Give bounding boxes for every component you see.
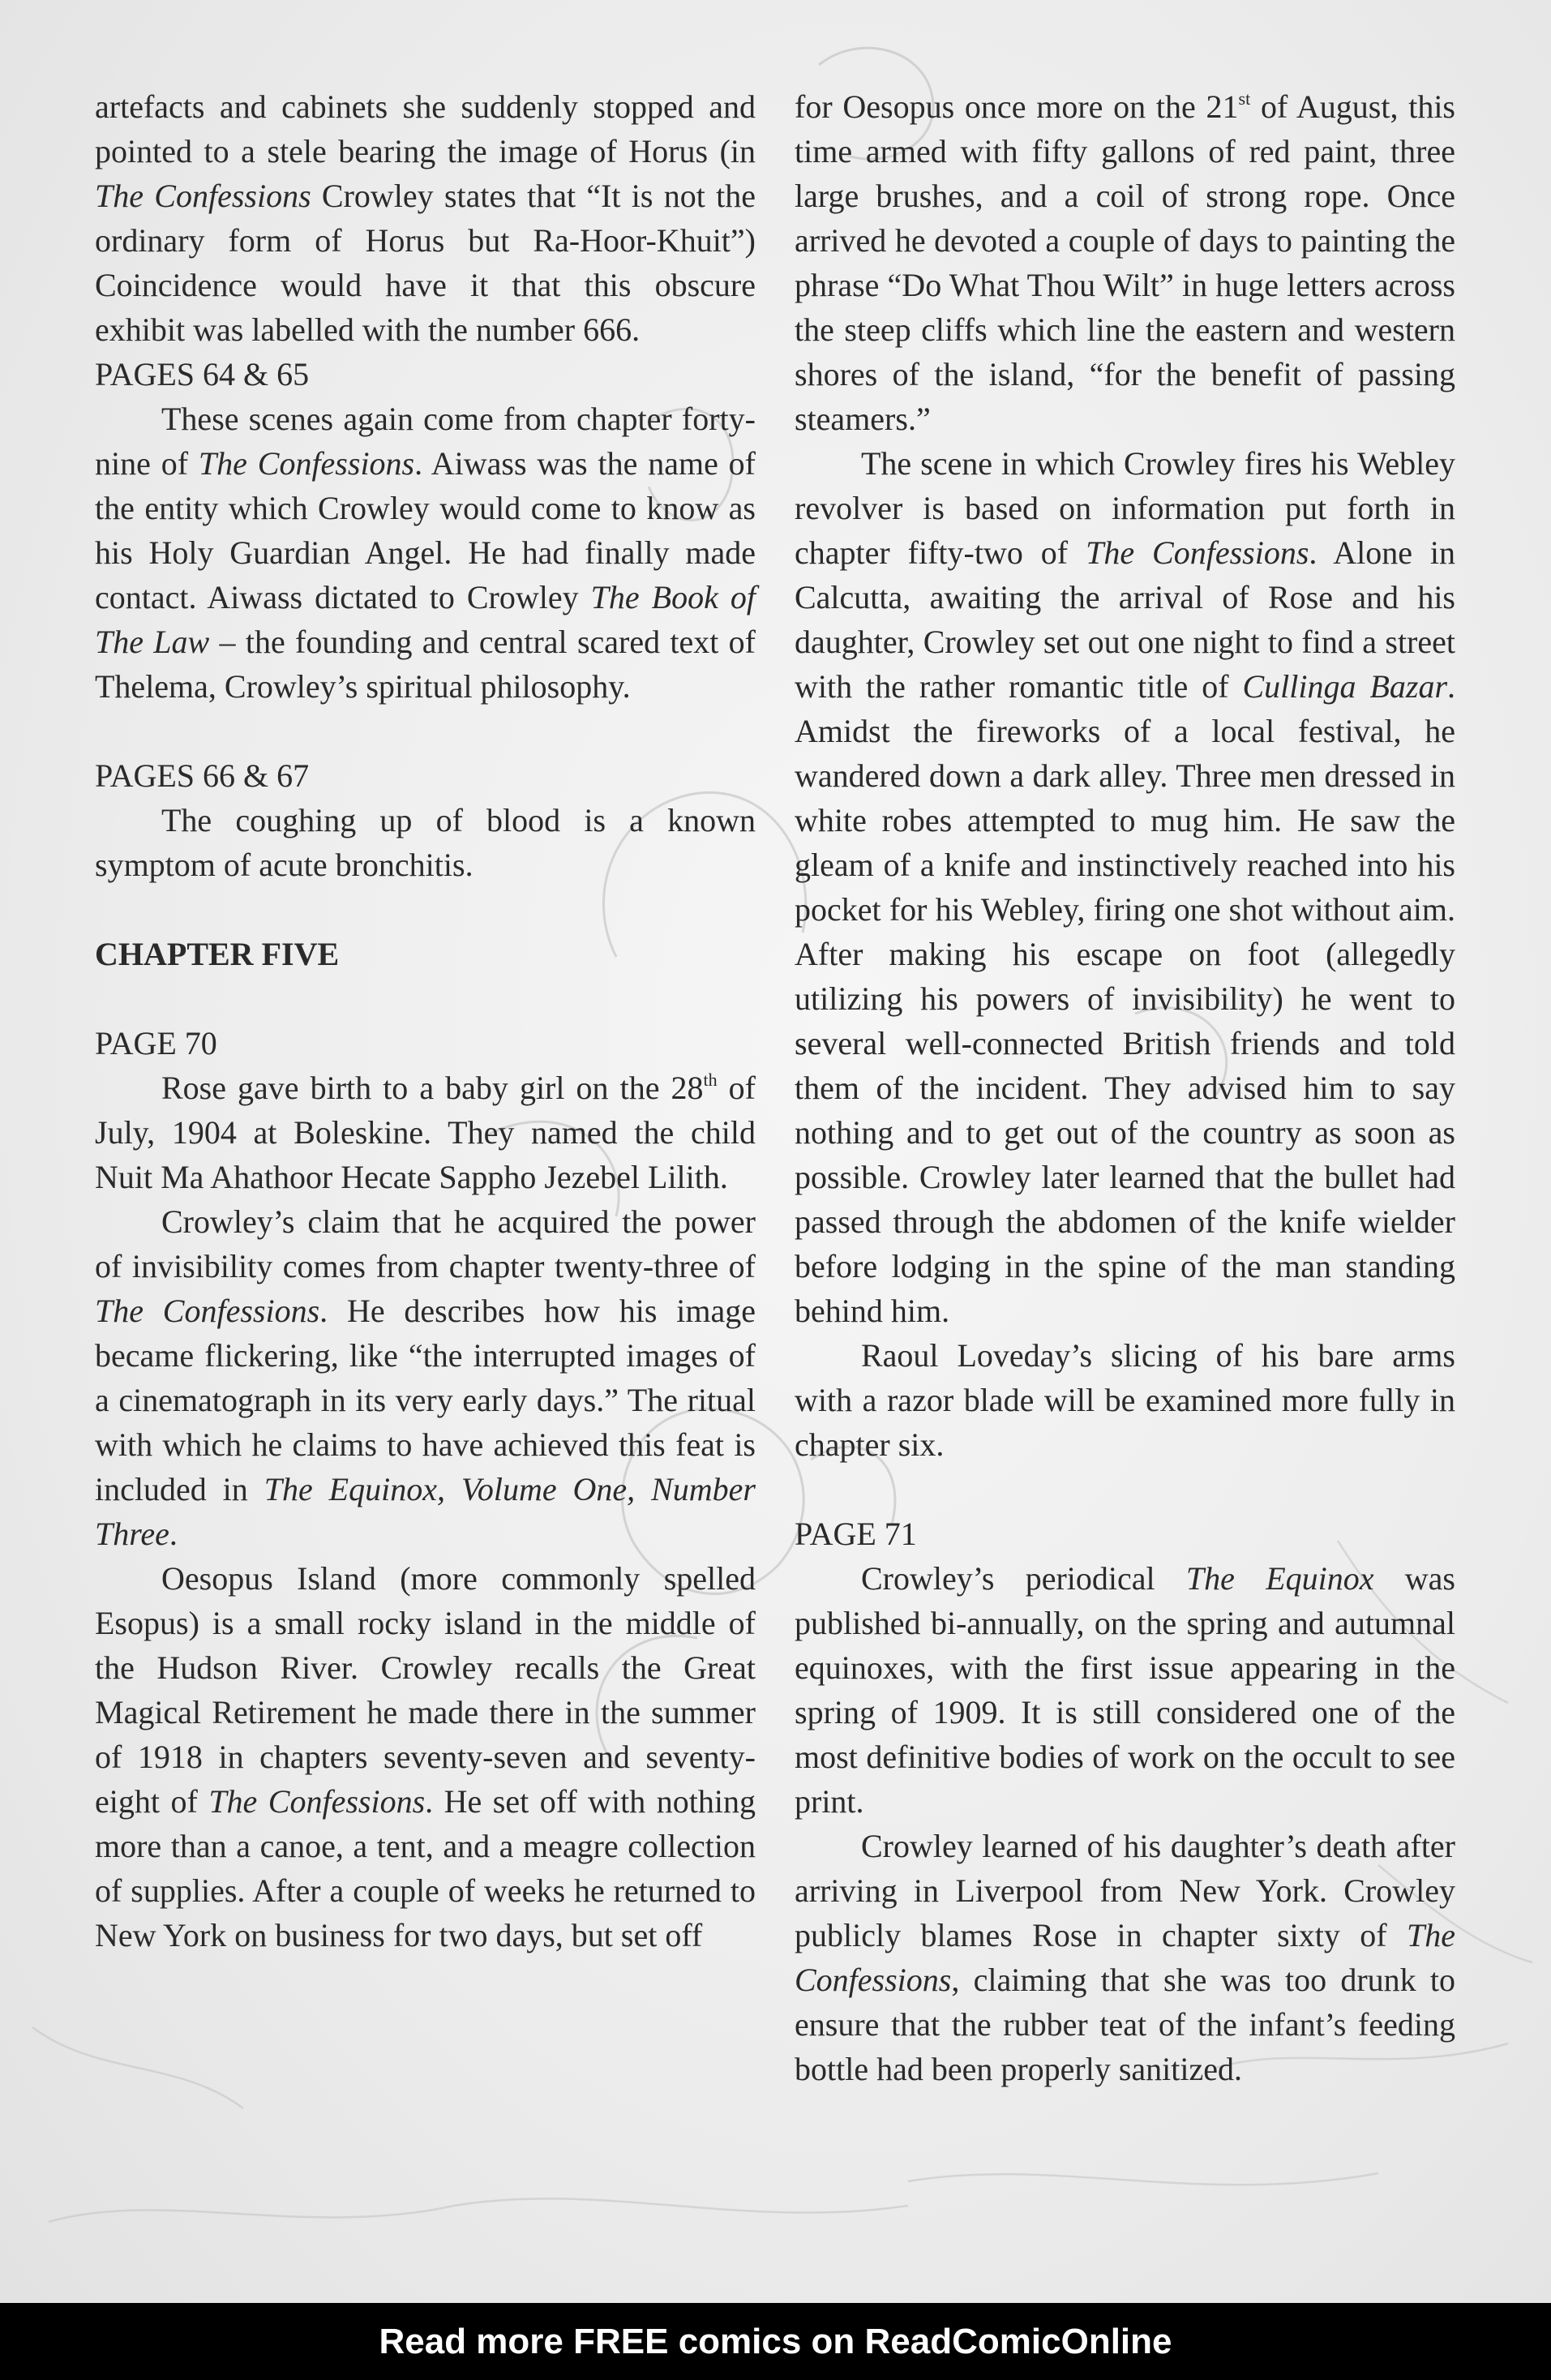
section-heading-pages-66-67: PAGES 66 & 67 (95, 757, 310, 794)
book-title: The Confessions (198, 445, 415, 482)
book-title: The Confessions (1086, 534, 1309, 571)
paragraph: The coughing up of blood is a known symptom of acute bronchitis. (95, 802, 756, 883)
paragraph: Oesopus Island (more commonly spelled Esopus) is a small rocky island in the middle of the Hudson River. Crowley recalls the Great Magical Retirement he made there in the summer of 1918 in chapters seventy-seven and seventy-eight of The Confessions. He set off with nothing more than a canoe, a tent, and a meagre collection of supplies. After a couple of weeks he returned to New York on business for two days, but set off (95, 1560, 756, 1953)
paragraph: Crowley’s periodical The Equinox was published bi-annually, on the spring and autumnal equinoxes, with the first issue appearing in the spring of 1909. It is still considered one of the most definitive bodies of work on the occult to see print. (795, 1560, 1455, 1820)
book-title: The Equinox, Volume One, Number Three (95, 1471, 756, 1552)
read-more-banner[interactable] (0, 2303, 1551, 2380)
book-title: The Confessions (95, 178, 311, 214)
book-title: The Book of The Law (95, 579, 756, 660)
left-text-column (95, 84, 756, 1958)
paragraph: Raoul Loveday’s slicing of his bare arms with a razor blade will be examined more fully in chapter six. (795, 1337, 1455, 1463)
paragraph: These scenes again come from chapter forty-nine of The Confessions. Aiwass was the name of the entity which Crowley would come to know as his Holy Guardian Angel. He had finally made contact. Aiwass dictated to Crowley The Book of The Law – the founding and central scared text of Thelema, Crowley’s spiritual philosophy. (95, 401, 756, 705)
paragraph: Crowley’s claim that he acquired the power of invisibility comes from chapter twenty-three of The Confessions. He describes how his image became flickering, like “the interrupted images of a cinematograph in its very early days.” The ritual with which he claims to have achieved this feat is included in The Equinox, Volume One, Number Three. (95, 1203, 756, 1552)
section-heading-page-70: PAGE 70 (95, 1025, 217, 1061)
place-name: Cullinga Bazar (1242, 668, 1448, 705)
right-text-column (795, 84, 1455, 2091)
paragraph: Crowley learned of his daughter’s death after arriving in Liverpool from New York. Crowley publicly blames Rose in chapter sixty of The Confessions, claiming that she was too drunk to ensure that the rubber teat of the infant’s feeding bottle had been properly sanitized. (795, 1828, 1455, 2087)
book-title: The Confessions (95, 1293, 320, 1329)
book-title: The Confessions (795, 1917, 1455, 1998)
paragraph: Rose gave birth to a baby girl on the 28th of July, 1904 at Boleskine. They named the child Nuit Ma Ahathoor Hecate Sappho Jezebel Lilith. (95, 1070, 756, 1195)
book-title: The Equinox (1185, 1560, 1374, 1597)
chapter-heading: CHAPTER FIVE (95, 936, 340, 972)
paragraph: artefacts and cabinets she suddenly stopped and pointed to a stele bearing the image of Horus (in The Confessions Crowley states that “It is not the ordinary form of Horus but Ra-Hoor-Khuit”) Coincidence would have it that this obscure exhibit was labelled with the number 666. (95, 88, 756, 348)
section-heading-page-71: PAGE 71 (795, 1516, 917, 1552)
paragraph: The scene in which Crowley fires his Webley revolver is based on information put forth in chapter fifty-two of The Confessions. Alone in Calcutta, awaiting the arrival of Rose and his daughter, Crowley set out one night to find a street with the rather romantic title of Cullinga Bazar. Amidst the fireworks of a local festival, he wandered down a dark alley. Three men dressed in white robes attempted to mug him. He saw the gleam of a knife and instinctively reached into his pocket for his Webley, firing one shot without aim. After making his escape on foot (allegedly utilizing his powers of invisibility) he went to several well-connected British friends and told them of the incident. They advised him to say nothing and to get out of the country as soon as possible. Crowley later learned that the bullet had passed through the abdomen of the knife wielder before lodging in the spine of the man standing behind him. (795, 445, 1456, 1329)
book-title: The Confessions (208, 1783, 426, 1820)
section-heading-pages-64-65: PAGES 64 & 65 (95, 356, 310, 392)
paragraph: for Oesopus once more on the 21st of August, this time armed with fifty gallons of red paint, three large brushes, and a coil of strong rope. Once arrived he devoted a couple of days to painting the phrase “Do What Thou Wilt” in huge letters across the steep cliffs which line the eastern and western shores of the island, “for the benefit of passing steamers.” (795, 88, 1455, 437)
banner-text[interactable]: Read more FREE comics on ReadComicOnline (379, 2321, 1172, 2361)
